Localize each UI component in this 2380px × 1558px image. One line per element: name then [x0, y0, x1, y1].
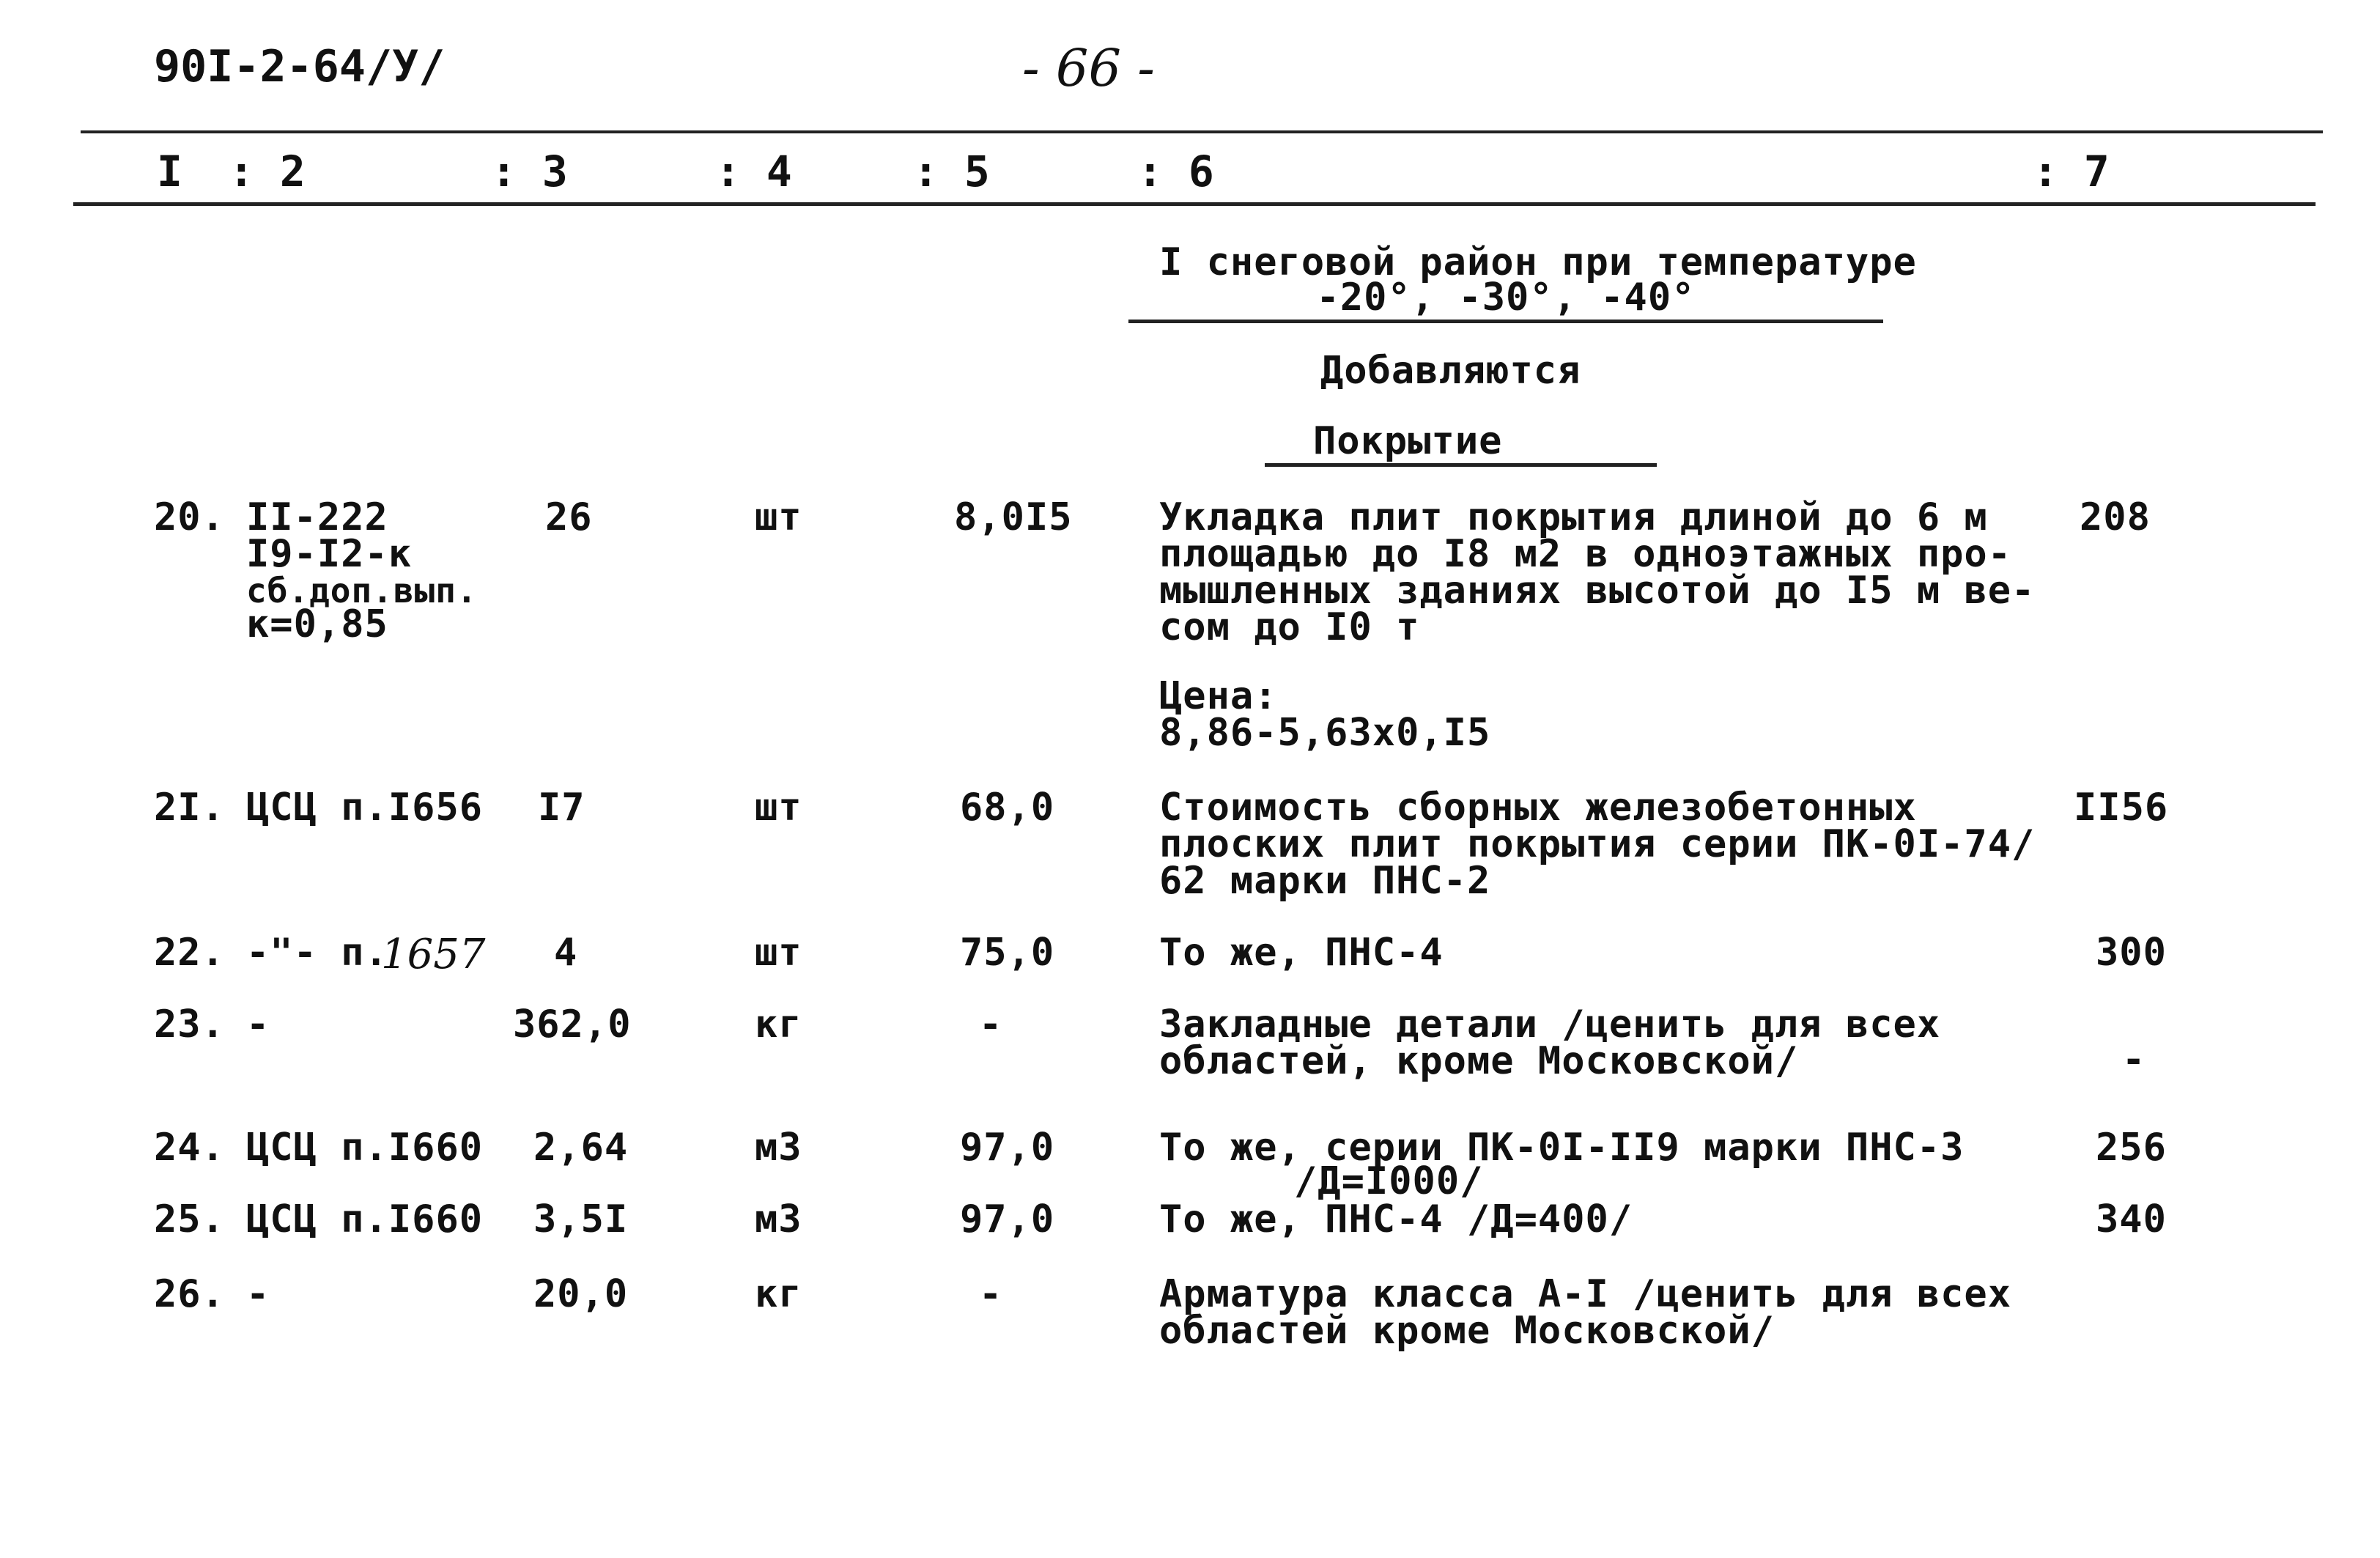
col-header-5: : 5: [913, 147, 990, 196]
row-quantity: 3,5I: [533, 1197, 629, 1241]
row-price: 97,0: [960, 1126, 1055, 1170]
row-description: То же, ПНС-4 /Д=400/: [1159, 1197, 1633, 1241]
col-header-1: I: [157, 147, 182, 196]
row-price: -: [979, 1003, 1003, 1046]
row-total: -: [2122, 1038, 2146, 1082]
row-total: 208: [2080, 495, 2151, 539]
top-rule: [81, 130, 2323, 133]
row-number: 22.: [154, 931, 225, 975]
row-unit: м3: [755, 1197, 802, 1241]
col-header-4: : 4: [715, 147, 792, 196]
col-header-7: : 7: [2033, 147, 2110, 196]
section-title-line1: I снеговой район при температуре: [1159, 240, 1917, 284]
row-description: То же, серии ПК-0I-II9 марки ПНС-3: [1159, 1126, 1965, 1170]
document-code: 90I-2-64/У/: [154, 41, 446, 92]
row-description: Укладка плит покрытия длиной до 6 м: [1159, 495, 1988, 539]
price-note-value: 8,86-5,63х0,I5: [1159, 711, 1491, 755]
row-quantity: 20,0: [533, 1272, 629, 1316]
row-number: 25.: [154, 1197, 225, 1241]
row-code: -: [246, 1272, 270, 1316]
row-unit: кг: [755, 1003, 802, 1046]
handwritten-code: 1657: [381, 931, 486, 978]
row-description: То же, ПНС-4: [1159, 931, 1444, 975]
col-header-2: : 2: [229, 147, 306, 196]
row-quantity: 2,64: [533, 1126, 629, 1170]
row-price: -: [979, 1272, 1003, 1316]
row-description: площадью до I8 м2 в одноэтажных про-: [1159, 532, 2012, 576]
header-bottom-rule: [73, 202, 2316, 206]
row-unit: м3: [755, 1126, 802, 1170]
col-header-3: : 3: [491, 147, 568, 196]
row-description: Стоимость сборных железобетонных: [1159, 786, 1917, 830]
row-price: 8,0I5: [954, 495, 1073, 539]
row-description: /Д=I000/: [1294, 1159, 1484, 1203]
row-price: 68,0: [960, 786, 1055, 830]
section-subtitle: Добавляются: [1320, 349, 1581, 393]
section-title-line2: -20°, -30°, -40°: [1128, 278, 1883, 323]
row-unit: шт: [755, 786, 802, 830]
row-price: 75,0: [960, 931, 1055, 975]
row-unit: кг: [755, 1272, 802, 1316]
row-code: сб.доп.вып.: [246, 571, 478, 610]
row-unit: шт: [755, 931, 802, 975]
section-subsection: Покрытие: [1265, 422, 1657, 467]
row-quantity: I7: [538, 786, 585, 830]
row-quantity: 362,0: [513, 1003, 632, 1046]
row-total: II56: [2074, 786, 2169, 830]
row-total: 340: [2096, 1197, 2167, 1241]
row-number: 23.: [154, 1003, 225, 1046]
row-code: ЦСЦ п.I660: [246, 1126, 484, 1170]
row-description: мышленных зданиях высотой до I5 м ве-: [1159, 569, 2036, 613]
row-total: 256: [2096, 1126, 2167, 1170]
row-description: областей, кроме Московской/: [1159, 1039, 1799, 1083]
row-number: 2I.: [154, 786, 225, 830]
row-code: ЦСЦ п.I660: [246, 1197, 484, 1241]
row-total: 300: [2096, 931, 2167, 975]
row-description: областей кроме Московской/: [1159, 1309, 1775, 1353]
row-number: 26.: [154, 1272, 225, 1316]
page-number: - 66 -: [1022, 38, 1155, 98]
row-code: ЦСЦ п.I656: [246, 786, 484, 830]
row-quantity: 26: [545, 495, 593, 539]
row-unit: шт: [755, 495, 802, 539]
row-code: -: [246, 1003, 270, 1046]
row-number: 20.: [154, 495, 225, 539]
row-price: 97,0: [960, 1197, 1055, 1241]
row-description: 62 марки ПНС-2: [1159, 859, 1491, 903]
row-description: Закладные детали /ценить для всех: [1159, 1003, 1941, 1046]
row-code: II-222: [246, 495, 388, 539]
row-code: I9-I2-к: [246, 532, 413, 576]
row-description: сом до I0 т: [1159, 605, 1420, 649]
row-number: 24.: [154, 1126, 225, 1170]
row-description: плоских плит покрытия серии ПК-0I-74/: [1159, 822, 2036, 866]
row-code: к=0,85: [246, 602, 388, 646]
row-quantity: 4: [554, 931, 578, 975]
price-note-label: Цена:: [1159, 674, 1278, 718]
col-header-6: : 6: [1137, 147, 1214, 196]
row-description: Арматура класса А-I /ценить для всех: [1159, 1272, 2012, 1316]
row-code: -"- п.: [246, 931, 388, 975]
